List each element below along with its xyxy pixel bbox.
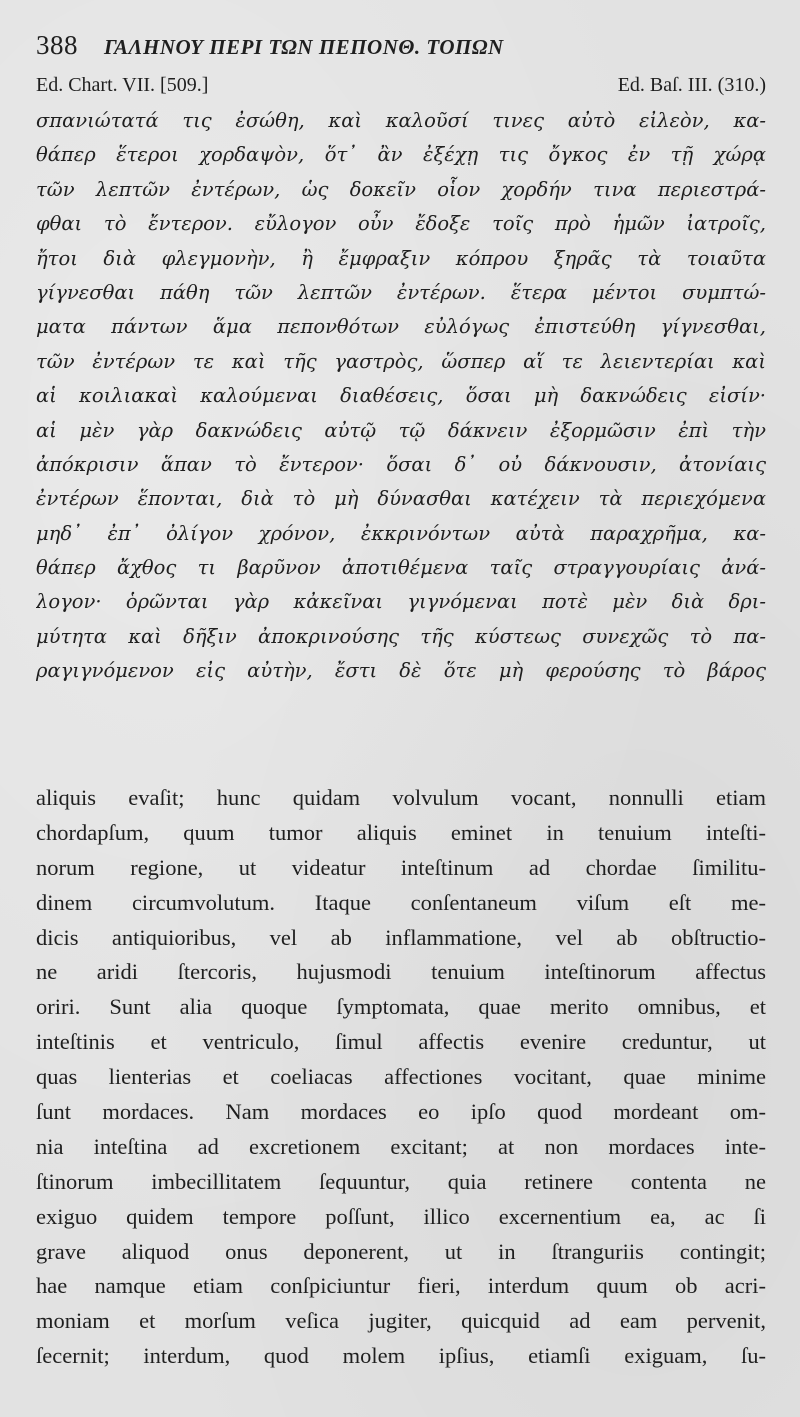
greek-text-line: αἱ μὲν γὰρ δακνώδεις αὐτῷ τῷ δάκνειν ἐξορμῶσιν ἐπὶ τὴν <box>36 418 766 442</box>
greek-text-line: σπανιώτατά τις ἐσώθη, καὶ καλοῦσί τινες αὐτὸ εἰλεὸν, κα- <box>36 109 766 132</box>
greek-text-line: ἤτοι διὰ φλεγμονὴν, ἢ ἔμφραξιν κόπρου ξηρᾶς τὰ τοιαῦτα <box>36 246 766 270</box>
edition-reference-left: Ed. Chart. VII. [509.] <box>36 74 209 96</box>
latin-text-line: oriri. Sunt alia quoque ſymptomata, quae merito omnibus, et <box>36 994 766 1020</box>
greek-text-line: αἱ κοιλιακαὶ καλούμεναι διαθέσεις, ὅσαι μὴ δακνώδεις εἰσίν· <box>36 384 766 408</box>
latin-text-line: ſecernit; interdum, quod molem ipſius, etiamſi exiguam, ſu- <box>36 1343 766 1369</box>
greek-text-line: τῶν λεπτῶν ἐντέρων, ὡς δοκεῖν οἷον χορδήν τινα περιεστρά- <box>36 177 766 201</box>
latin-text-line: inteſtinis et ventriculo, ſimul affectis evenire creduntur, ut <box>36 1029 766 1055</box>
latin-text-line: norum regione, ut videatur inteſtinum ad chordae ſimilitu- <box>36 854 766 880</box>
latin-text-line: dicis antiquioribus, vel ab inflammatione, vel ab obſtructio- <box>36 924 766 950</box>
page-number: 388 <box>36 30 78 60</box>
latin-text-line: grave aliquod onus deponerent, ut in ſtranguriis contingit; <box>36 1238 766 1264</box>
latin-text-line: moniam et morſum veſica jugiter, quicquid ad eam pervenit, <box>36 1308 766 1334</box>
greek-text-line: γίγνεσθαι πάθη τῶν λεπτῶν ἐντέρων. ἕτερα μέντοι συμπτώ- <box>36 280 766 304</box>
edition-references <box>36 74 766 97</box>
latin-text-line: nia inteſtina ad excretionem excitant; at non mordaces inte- <box>36 1133 766 1159</box>
running-title: ΓΑΛΗΝΟΥ ΠΕΡΙ ΤΩΝ ΠΕΠΟΝΘ. ΤΟΠΩΝ <box>104 35 504 59</box>
latin-text-line: hae namque etiam conſpiciuntur fieri, interdum quum ob acri- <box>36 1273 766 1299</box>
greek-text-line: τῶν ἐντέρων τε καὶ τῆς γαστρὸς, ὥσπερ αἵ τε λειεντερίαι καὶ <box>36 349 766 373</box>
latin-text-line: ne aridi ſtercoris, hujusmodi tenuium inteſtinorum affectus <box>36 959 766 985</box>
latin-text-line: ſtinorum imbecillitatem ſequuntur, quia retinere contenta ne <box>36 1168 766 1194</box>
greek-text-line: ἀπόκρισιν ἅπαν τὸ ἔντερον· ὅσαι δ᾽ οὐ δάκνουσιν, ἀτονίαις <box>36 452 766 476</box>
latin-text-line: ſunt mordaces. Nam mordaces eo ipſo quod mordeant om- <box>36 1099 766 1125</box>
greek-text-line: ματα πάντων ἅμα πεπονθότων εὐλόγως ἐπιστεύθη γίγνεσθαι, <box>36 315 766 339</box>
greek-text-line: μύτητα καὶ δῆξιν ἀποκρινούσης τῆς κύστεως συνεχῶς τὸ πα- <box>36 624 766 648</box>
latin-text-line: aliquis evaſit; hunc quidam volvulum vocant, nonnulli etiam <box>36 785 766 810</box>
latin-text-line: quas lienterias et coeliacas affectiones vocitant, quae minime <box>36 1064 766 1090</box>
latin-translation <box>36 781 766 1374</box>
greek-text-line: θάπερ ἕτεροι χορδαψὸν, ὅτ᾽ ἂν ἐξέχῃ τις ὄγκος ἐν τῇ χώρᾳ <box>36 143 766 167</box>
greek-text-line: φθαι τὸ ἔντερον. εὔλογον οὖν ἔδοξε τοῖς πρὸ ἡμῶν ἰατροῖς, <box>36 212 766 236</box>
greek-text <box>36 104 766 689</box>
latin-text-line: dinem circumvolutum. Itaque conſentaneum viſum eſt me- <box>36 889 766 915</box>
greek-text-line: μηδ᾽ ἐπ᾽ ὀλίγον χρόνον, ἐκκρινόντων αὐτὰ παραχρῆμα, κα- <box>36 521 766 545</box>
edition-reference-right: Ed. Baſ. III. (310.) <box>617 74 766 96</box>
latin-text-line: chordapſum, quum tumor aliquis eminet in tenuium inteſti- <box>36 819 766 845</box>
greek-text-line: ραγιγνόμενον εἰς αὐτὴν, ἔστι δὲ ὅτε μὴ φερούσης τὸ βάρος <box>36 659 766 683</box>
greek-text-line: ἐντέρων ἕπονται, διὰ τὸ μὴ δύνασθαι κατέχειν τὰ περιεχόμενα <box>36 487 766 511</box>
latin-text-line: exiguo quidem tempore poſſunt, illico excernentium ea, ac ſi <box>36 1203 766 1229</box>
running-head <box>36 30 766 62</box>
greek-text-line: θάπερ ἄχθος τι βαρῦνον ἀποτιθέμενα ταῖς στραγγουρίαις ἀνά- <box>36 556 766 580</box>
greek-text-line: λογον· ὁρῶνται γὰρ κἀκεῖναι γιγνόμεναι ποτὲ μὲν διὰ δρι- <box>36 590 766 614</box>
